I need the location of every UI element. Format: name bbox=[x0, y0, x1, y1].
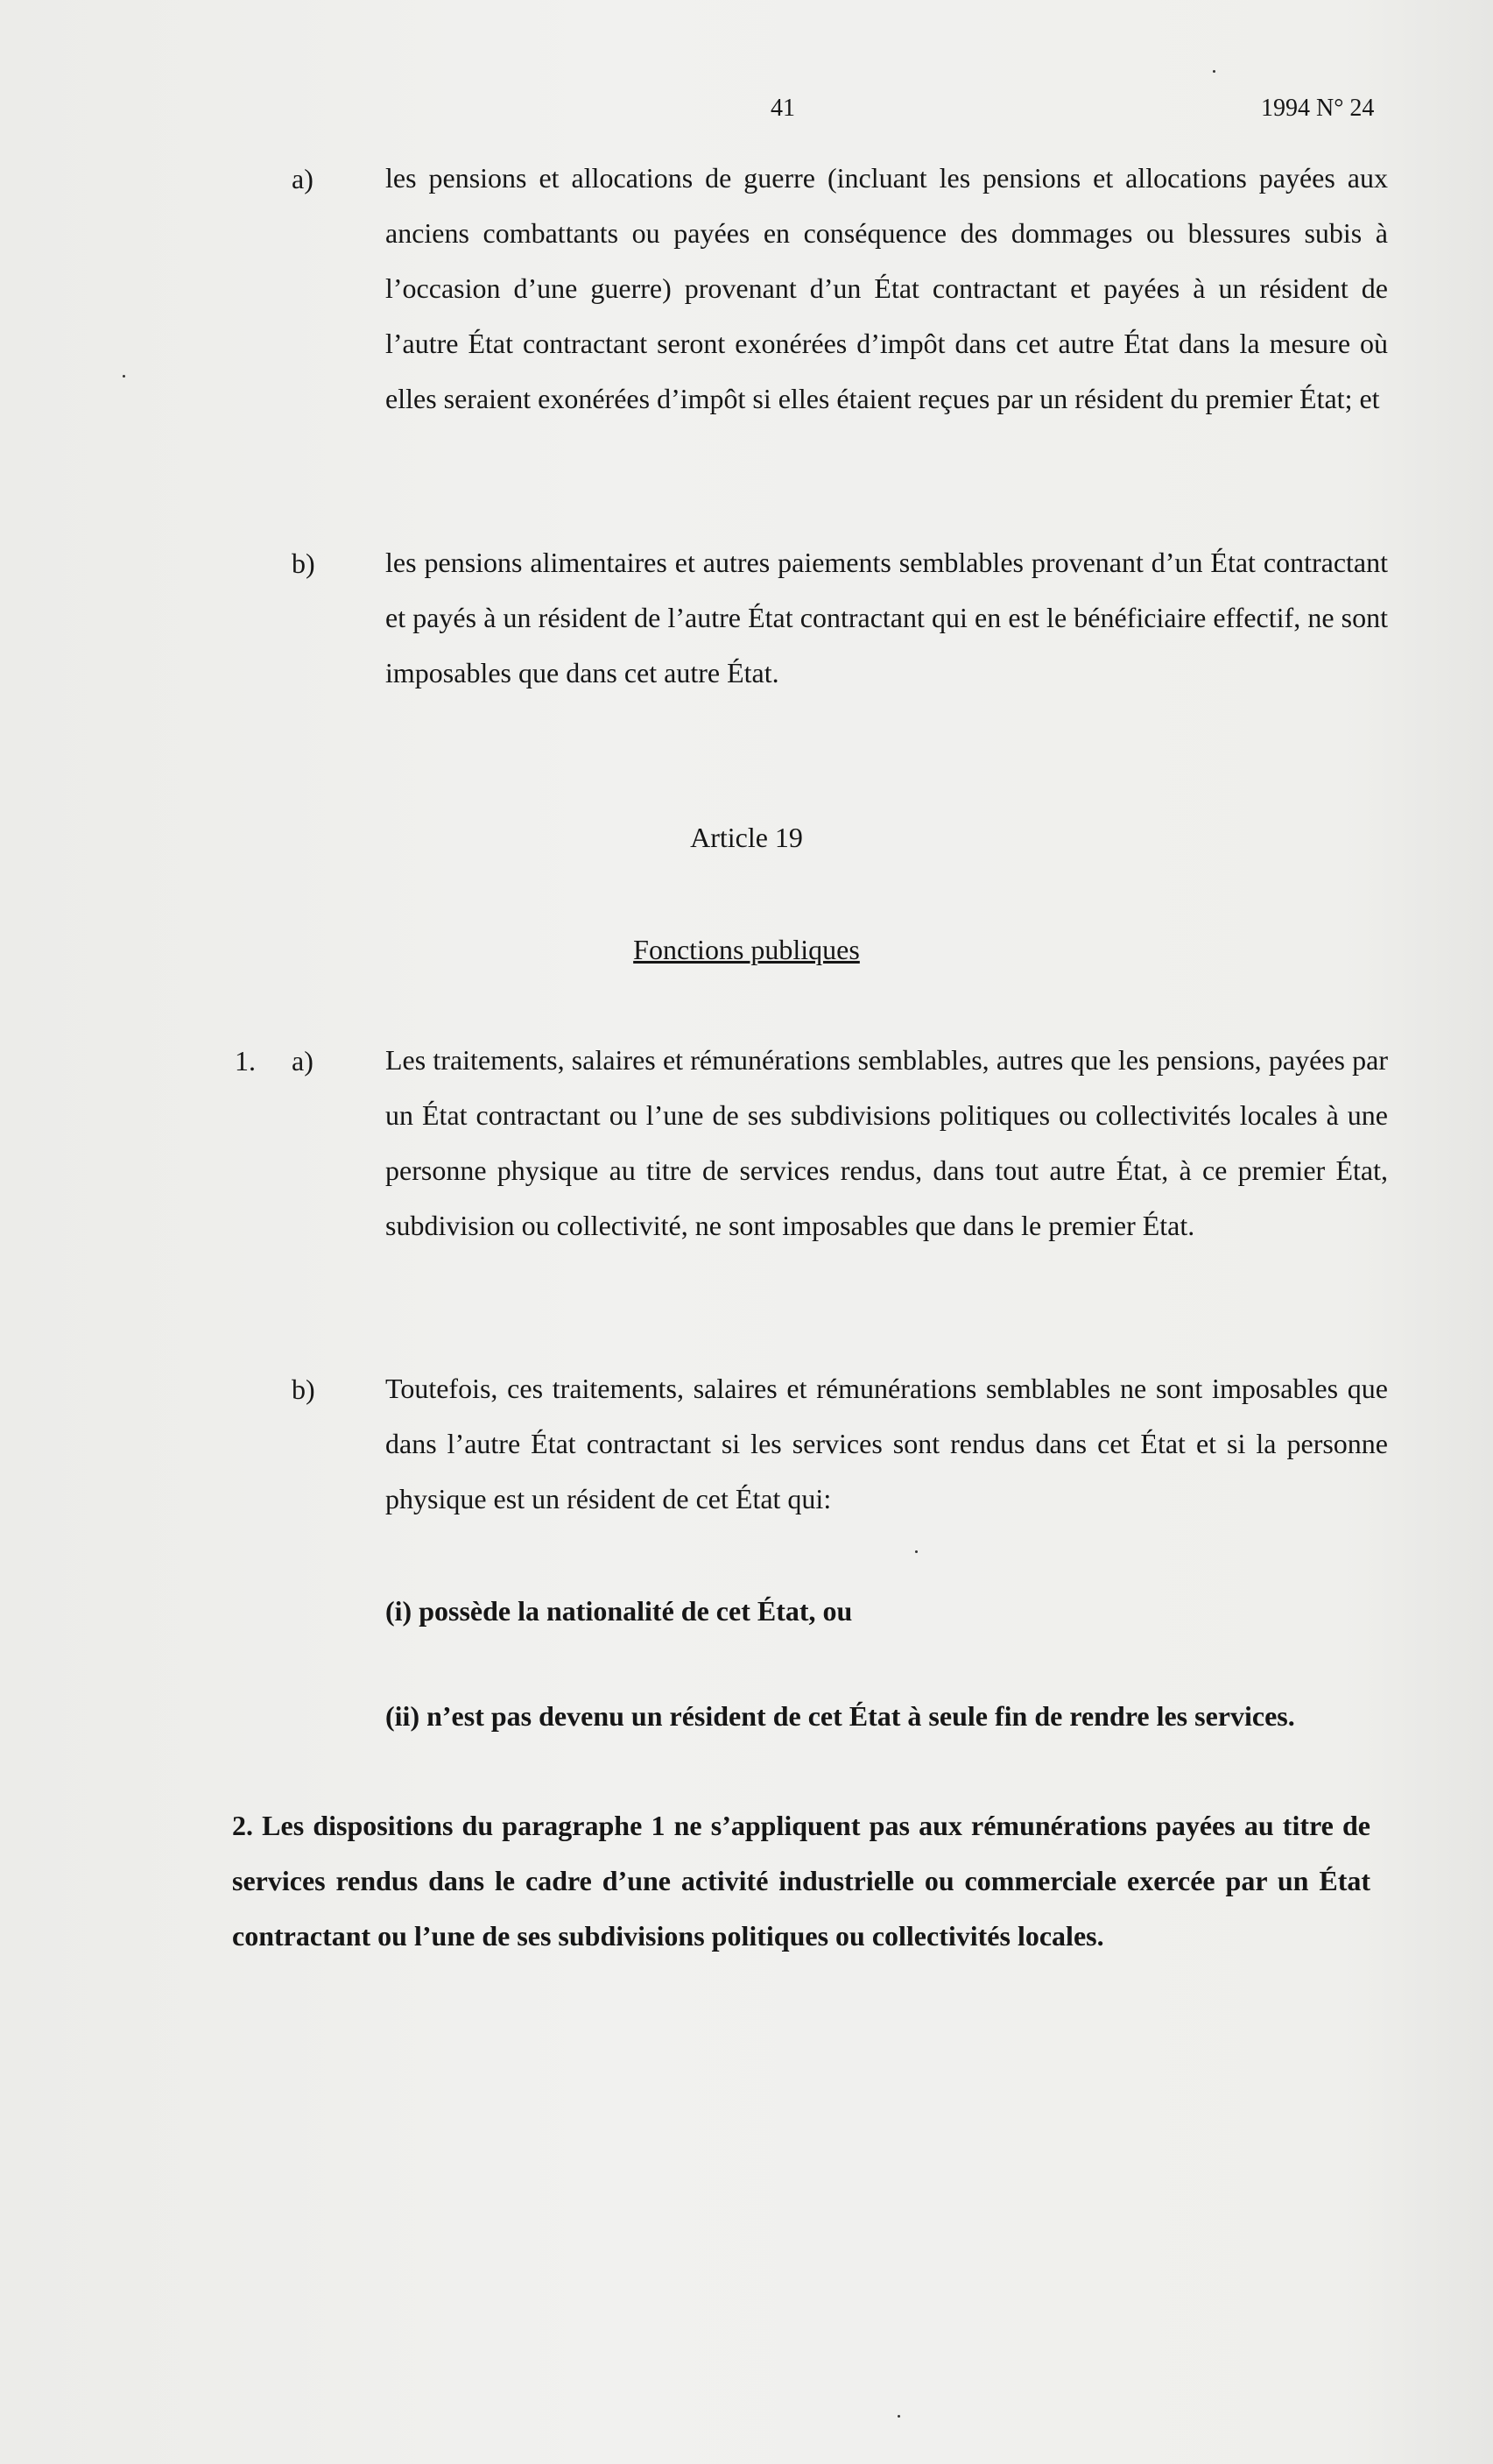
scan-speck bbox=[1213, 70, 1215, 73]
p1b-label: b) bbox=[292, 1373, 315, 1405]
para-2-text: 2. Les dispositions du paragraphe 1 ne s’appliquent pas aux rémunérations payées au titre de services rendus dans le cadre d’une activité industrielle ou commerciale exercée par un État contractant ou l’une de ses subdivisions politiques ou collectivités locales. bbox=[232, 1810, 1370, 1952]
article-subtitle-text: Fonctions publiques bbox=[633, 934, 860, 965]
para-a-text: les pensions et allocations de guerre (incluant les pensions et allocations payées aux anciens combattants ou payées en conséquence des dommages ou blessures subis à l’occasion d’une guerre) provenant d’un État contractant et payées à un résident de l’autre État contractant seront exonérées d’impôt dans cet autre État dans la mesure où elles seraient exonérées d’impôt si elles étaient reçues par un résident du premier État; et bbox=[385, 162, 1388, 414]
page-number: 41 bbox=[771, 95, 795, 122]
p1b-text: Toutefois, ces traitements, salaires et rémunérations semblables ne sont imposables que dans l’autre État contractant si les services sont rendus dans cet État et si la personne physique est un résident de cet État qui: bbox=[385, 1373, 1388, 1514]
para-a-label: a) bbox=[292, 163, 313, 194]
article-subtitle bbox=[0, 934, 1493, 966]
p1b-item-ii: (ii) n’est pas devenu un résident de cet État à seule fin de rendre les services. bbox=[385, 1700, 1295, 1732]
p1a-text: Les traitements, salaires et rémunérations semblables, autres que les pensions, payées par un État contractant ou l’une de ses subdivisions politiques ou collectivités locales à une personne physique au titre de services rendus, dans tout autre État, à ce premier État, subdivision ou collectivité, ne sont imposables que dans le premier État. bbox=[385, 1044, 1388, 1241]
para-b-text: les pensions alimentaires et autres paiements semblables provenant d’un État contractant et payés à un résident de l’autre État contractant qui en est le bénéficiaire effectif, ne sont imposables que dans cet autre État. bbox=[385, 547, 1388, 688]
p1a-label: a) bbox=[292, 1045, 313, 1077]
document-reference: 1994 N° 24 bbox=[1261, 95, 1375, 122]
scan-speck bbox=[898, 2415, 900, 2418]
reverse-side-bleed-through bbox=[236, 377, 1375, 1028]
scan-speck bbox=[915, 1550, 918, 1553]
p1-number: 1. bbox=[235, 1045, 256, 1077]
article-title: Article 19 bbox=[690, 822, 803, 853]
scan-speck bbox=[123, 375, 125, 378]
p1b-item-i: (i) possède la nationalité de cet État, ou bbox=[385, 1595, 853, 1627]
para-b-label: b) bbox=[292, 547, 315, 579]
